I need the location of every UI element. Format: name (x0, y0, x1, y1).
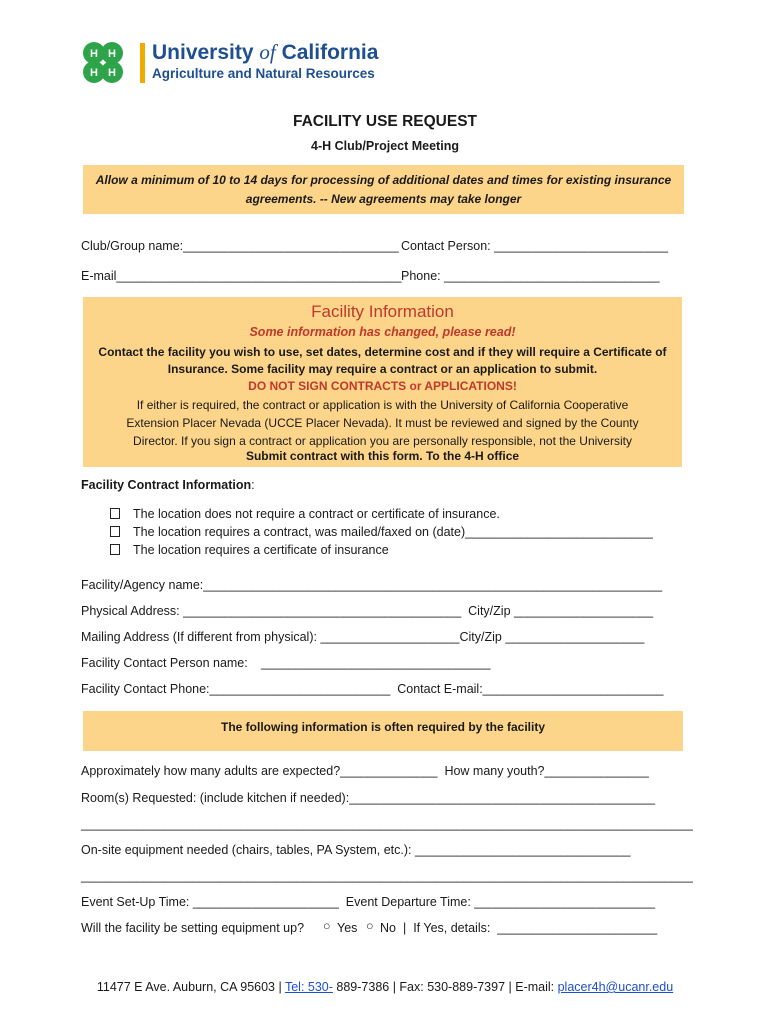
no-contract-checkbox[interactable] (110, 508, 120, 519)
often-required-heading: The following information is often required by the facility (220, 720, 546, 734)
no-option-label: No (380, 921, 396, 935)
mailing-address-field[interactable]: Mailing Address (If different from physical): ____________________City/Zip ____________________ (81, 630, 645, 644)
club-group-name-field[interactable]: Club/Group name:_______________________________ (81, 239, 399, 253)
facility-information-heading: Facility Information (311, 302, 454, 321)
rooms-requested-field[interactable]: Room(s) Requested: (include kitchen if needed):____________________________________________ (81, 791, 656, 805)
logo-divider-bar (140, 43, 145, 83)
setup-departure-time-field[interactable]: Event Set-Up Time: _____________________ Event Departure Time: __________________________ (81, 895, 656, 909)
setup-details-field[interactable]: | If Yes, details: _______________________ (403, 921, 658, 935)
uc-logo-subtitle: Agriculture and Natural Resources (152, 66, 375, 81)
facility-contact-phone-email-field[interactable]: Facility Contact Phone:__________________________ Contact E-mail:__________________________ (81, 682, 664, 696)
footer-contact (0, 980, 770, 994)
svg-text:H: H (108, 48, 116, 60)
insurance-required-checkbox[interactable] (110, 544, 120, 555)
document-title: FACILITY USE REQUEST (292, 113, 478, 130)
email-link[interactable]: placer4h@ucanr.edu (557, 980, 674, 994)
facility-contact-person-label: Facility Contact Person name: (81, 656, 248, 670)
contract-responsibility-text: If either is required, the contract or application is with the University of California Cooperative Extension Placer Nevada (UCCE Placer Nevada). It must be reviewed and signed by the County Director. If you sign a contract or application you are personally responsible, not the University (126, 398, 639, 448)
insurance-required-option: The location requires a certificate of insurance (133, 543, 389, 557)
yes-option-label: Yes (337, 921, 358, 935)
equipment-needed-field[interactable]: On-site equipment needed (chairs, tables, PA System, etc.): _______________________________ (81, 843, 631, 857)
yes-radio-icon[interactable]: ○ (323, 919, 331, 933)
4h-clover-logo-icon (78, 38, 128, 88)
footer-tel-fax: 889-7386 | Fax: 530-889-7397 | E-mail: (332, 980, 558, 994)
document-subtitle: 4-H Club/Project Meeting (311, 139, 459, 153)
contract-required-checkbox[interactable] (110, 526, 120, 537)
email-field[interactable]: E-mail_________________________________________ (81, 269, 402, 283)
no-radio-icon[interactable]: ○ (366, 919, 374, 933)
physical-address-field[interactable]: Physical Address: ________________________________________ City/Zip ____________________ (81, 604, 654, 618)
contact-facility-instructions: Contact the facility you wish to use, set dates, determine cost and if they will require a Certificate of Insurance. Some facility may require a contract or an application to submit. (98, 345, 667, 376)
submit-contract-instruction: Submit contract with this form. To the 4-H office (245, 449, 520, 463)
processing-notice: Allow a minimum of 10 to 14 days for processing of additional dates and times for existing insurance agreements. -- New agreements may take longer (95, 173, 672, 206)
equipment-needed-line2[interactable]: ________________________________________________________________________________________ (81, 869, 693, 883)
facility-contract-heading: Facility Contract Information: (81, 478, 255, 492)
svg-text:H: H (108, 67, 116, 79)
contract-required-option: The location requires a contract, was mailed/faxed on (date)___________________________ (133, 525, 653, 539)
facility-agency-name-field[interactable]: Facility/Agency name:__________________________________________________________________ (81, 578, 663, 592)
do-not-sign-warning: DO NOT SIGN CONTRACTS or APPLICATIONS! (248, 379, 517, 393)
footer-address: 11477 E Ave. Auburn, CA 95603 | (96, 980, 285, 994)
uc-logo-title: University of California (152, 40, 379, 64)
equipment-setup-question: Will the facility be setting equipment up? (81, 921, 305, 935)
tel-link[interactable]: Tel: 530- (284, 980, 333, 994)
phone-field[interactable]: Phone: _______________________________ (401, 269, 660, 283)
svg-text:H: H (90, 48, 98, 60)
info-changed-warning: Some information has changed, please read! (249, 325, 516, 339)
no-contract-option: The location does not require a contract or certificate of insurance. (133, 507, 500, 521)
rooms-requested-line2[interactable]: ________________________________________________________________________________________ (81, 817, 693, 831)
svg-text:H: H (90, 67, 98, 79)
attendance-count-field[interactable]: Approximately how many adults are expected?______________ How many youth?_______________ (81, 764, 649, 778)
contact-person-field[interactable]: Contact Person: _________________________ (401, 239, 668, 253)
facility-contact-person-field[interactable]: _________________________________ (261, 656, 491, 670)
